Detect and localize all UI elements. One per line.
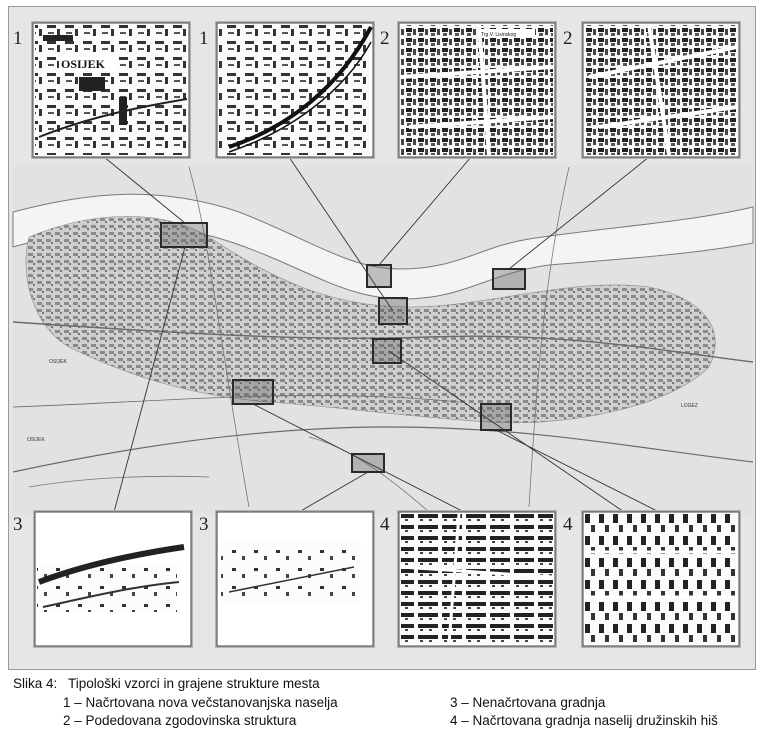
panel-number-1a: 1	[13, 28, 23, 49]
inset-panel-2a	[397, 21, 557, 159]
panel-number-3b: 3	[199, 514, 209, 535]
city-map	[9, 7, 757, 671]
legend-item-4: 4 – Načrtovana gradnja naselij družinskih hiš	[450, 713, 718, 728]
map-marker-2b	[493, 269, 525, 289]
legend-item-1: 1 – Načrtovana nova večstanovanjska naselja	[63, 695, 338, 710]
figure-frame	[8, 6, 756, 670]
legend-item-2: 2 – Podedovana zgodovinska struktura	[63, 713, 297, 728]
panel-number-4b: 4	[563, 514, 573, 535]
inset-panel-2b	[581, 21, 741, 159]
map-marker-3a	[233, 380, 273, 404]
panel-number-3a: 3	[13, 514, 23, 535]
map-label-south: OSIJEK	[27, 437, 45, 443]
inset-panel-3b	[215, 510, 375, 648]
map-marker-2a	[367, 265, 391, 287]
panel-number-2a: 2	[380, 28, 390, 49]
inset-panel-1b	[215, 21, 375, 159]
map-label-west: OSIJEK	[49, 359, 67, 365]
legend-item-3: 3 – Nenačrtovana gradnja	[450, 695, 606, 710]
inset-panel-1a	[31, 21, 191, 159]
caption-title: Tipološki vzorci in grajene strukture mesta	[68, 676, 320, 691]
caption-label: Slika 4:	[13, 676, 58, 691]
panel-number-4a: 4	[380, 514, 390, 535]
inset-panel-4b	[581, 510, 741, 648]
inset-panel-4a	[397, 510, 557, 648]
figure-caption	[13, 676, 753, 732]
inset-label-osijek: OSIJEK	[61, 57, 106, 71]
map-label-east: LOGEZ	[681, 403, 698, 409]
inset-label-square: Trg V. Lisinskog	[481, 32, 517, 38]
map-marker-2c	[373, 339, 401, 363]
map-marker-1a	[161, 223, 207, 247]
inset-panel-3a	[33, 510, 193, 648]
panel-number-1b: 1	[199, 28, 209, 49]
panel-number-2b: 2	[563, 28, 573, 49]
